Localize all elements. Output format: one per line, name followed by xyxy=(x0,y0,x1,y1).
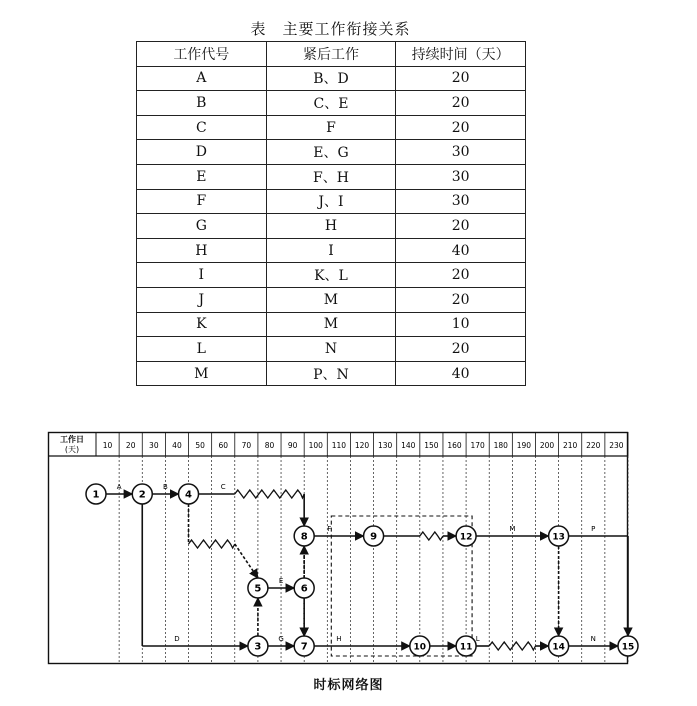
event-node-label: 2 xyxy=(138,489,146,501)
event-node xyxy=(132,484,152,504)
event-node xyxy=(294,636,314,656)
cell-work-code: J xyxy=(137,287,267,312)
time-tick-label: 30 xyxy=(149,441,159,450)
event-node-label: 10 xyxy=(413,642,427,653)
time-tick-label: 170 xyxy=(470,441,485,450)
event-node-label: 7 xyxy=(300,641,308,653)
table-row xyxy=(137,91,526,116)
cell-duration: 10 xyxy=(396,312,526,337)
event-node xyxy=(549,526,569,546)
cell-duration: 20 xyxy=(396,337,526,362)
relationship-table xyxy=(136,41,526,386)
activity-label: M xyxy=(509,525,516,533)
time-tick-label: 90 xyxy=(287,441,298,450)
time-grid xyxy=(48,432,628,664)
cell-work-code: M xyxy=(137,361,267,386)
event-node-label: 12 xyxy=(459,532,473,543)
activity-label: N xyxy=(590,635,596,643)
table-row xyxy=(137,140,526,165)
free-float-wave xyxy=(235,490,304,498)
table-row xyxy=(137,312,526,337)
cell-duration: 40 xyxy=(396,361,526,386)
time-tick-label: 100 xyxy=(308,441,323,450)
cell-work-code: B xyxy=(137,91,267,116)
time-tick-label: 150 xyxy=(424,441,439,450)
time-tick-label: 220 xyxy=(586,441,601,450)
cell-duration: 40 xyxy=(396,238,526,263)
cell-duration: 20 xyxy=(396,263,526,288)
time-tick-label: 160 xyxy=(447,441,462,450)
cell-successor: B、D xyxy=(266,66,396,91)
table-row xyxy=(137,287,526,312)
event-node xyxy=(410,636,430,656)
time-axis-label: 工作日 xyxy=(60,435,84,444)
cell-duration: 20 xyxy=(396,91,526,116)
event-node-label: 15 xyxy=(621,642,635,653)
activity-label: G xyxy=(278,635,284,643)
activity-label: C xyxy=(220,483,226,491)
time-tick-label: 50 xyxy=(195,441,205,450)
time-tick-label: 70 xyxy=(241,441,252,450)
cell-duration: 30 xyxy=(396,189,526,214)
event-node xyxy=(86,484,106,504)
activity-arrows xyxy=(106,490,628,656)
table-row xyxy=(137,164,526,189)
event-node xyxy=(549,636,569,656)
time-tick-label: 200 xyxy=(539,441,555,450)
event-node xyxy=(248,578,268,598)
time-tick-label: 20 xyxy=(125,441,136,450)
dummy-4-5-arrow xyxy=(235,544,258,578)
cell-work-code: H xyxy=(137,238,267,263)
event-node-label: 6 xyxy=(300,583,308,595)
table-row xyxy=(137,337,526,362)
cell-successor: F、H xyxy=(266,164,396,189)
cell-successor: P、N xyxy=(266,361,396,386)
event-node-label: 1 xyxy=(92,489,100,501)
event-node-label: 5 xyxy=(254,583,262,595)
event-nodes xyxy=(86,484,638,656)
table-row xyxy=(137,238,526,263)
cell-work-code: F xyxy=(137,189,267,214)
activity-label: L xyxy=(475,635,480,643)
event-node xyxy=(294,578,314,598)
event-node xyxy=(248,636,268,656)
cell-duration: 20 xyxy=(396,115,526,140)
cell-successor: C、E xyxy=(266,91,396,116)
activity-label: A xyxy=(116,483,122,491)
cell-duration: 20 xyxy=(396,214,526,239)
cell-work-code: I xyxy=(137,263,267,288)
time-axis-unit: (天) xyxy=(64,445,80,454)
cell-successor: M xyxy=(266,312,396,337)
time-tick-label: 210 xyxy=(563,441,578,450)
cell-duration: 30 xyxy=(396,140,526,165)
header-duration: 持续时间（天） xyxy=(396,42,526,67)
time-tick-label: 230 xyxy=(609,441,624,450)
header-work-code: 工作代号 xyxy=(137,42,267,67)
header-successor: 紧后工作 xyxy=(266,42,396,67)
activity-label: B xyxy=(162,483,168,491)
cell-successor: F xyxy=(266,115,396,140)
cell-duration: 30 xyxy=(396,164,526,189)
table-header-row xyxy=(137,42,526,67)
time-tick-label: 140 xyxy=(401,441,416,450)
cell-successor: J、I xyxy=(266,189,396,214)
cell-work-code: C xyxy=(137,115,267,140)
event-node xyxy=(456,636,476,656)
event-node xyxy=(179,484,199,504)
activity-label: H xyxy=(336,635,342,643)
table-title: 表 主要工作衔接关系 xyxy=(250,20,411,38)
cell-duration: 20 xyxy=(396,287,526,312)
time-tick-label: 80 xyxy=(264,441,275,450)
event-node-label: 11 xyxy=(459,642,473,653)
cell-work-code: E xyxy=(137,164,267,189)
time-tick-label: 60 xyxy=(218,441,228,450)
table-row xyxy=(137,361,526,386)
time-tick-label: 40 xyxy=(172,441,182,450)
activity-label: P xyxy=(591,525,596,533)
event-node xyxy=(294,526,314,546)
cell-work-code: L xyxy=(137,337,267,362)
activity-label: D xyxy=(174,635,180,643)
cell-work-code: K xyxy=(137,312,267,337)
time-tick-label: 120 xyxy=(354,441,370,450)
time-tick-label: 190 xyxy=(516,441,532,450)
dashed-region-box xyxy=(331,516,472,656)
network-caption: 时标网络图 xyxy=(313,678,384,693)
time-tick-label: 10 xyxy=(102,441,113,450)
event-node-label: 13 xyxy=(552,532,565,543)
event-node-label: 8 xyxy=(300,531,308,543)
time-tick-label: 130 xyxy=(377,441,393,450)
cell-successor: N xyxy=(266,337,396,362)
table-row xyxy=(137,214,526,239)
cell-successor: H xyxy=(266,214,396,239)
table-row xyxy=(137,263,526,288)
cell-work-code: A xyxy=(137,66,267,91)
table-row xyxy=(137,115,526,140)
event-node xyxy=(618,636,638,656)
event-node xyxy=(364,526,384,546)
time-scaled-network-diagram xyxy=(48,432,635,664)
cell-work-code: G xyxy=(137,214,267,239)
cell-duration: 20 xyxy=(396,66,526,91)
cell-successor: I xyxy=(266,238,396,263)
table-row xyxy=(137,66,526,91)
time-tick-label: 110 xyxy=(331,441,347,450)
time-tick-label: 180 xyxy=(493,441,508,450)
event-node xyxy=(456,526,476,546)
event-node-label: 14 xyxy=(552,642,565,653)
grid-border xyxy=(49,433,628,664)
free-float-wave xyxy=(420,532,443,540)
cell-successor: K、L xyxy=(266,263,396,288)
cell-successor: E、G xyxy=(266,140,396,165)
table-row xyxy=(137,189,526,214)
event-node-label: 9 xyxy=(370,531,378,543)
activity-label: E xyxy=(278,577,284,585)
activity-label: F xyxy=(327,525,332,533)
cell-successor: M xyxy=(266,287,396,312)
event-node-label: 4 xyxy=(185,489,193,501)
cell-work-code: D xyxy=(137,140,267,165)
event-node-label: 3 xyxy=(254,641,262,653)
